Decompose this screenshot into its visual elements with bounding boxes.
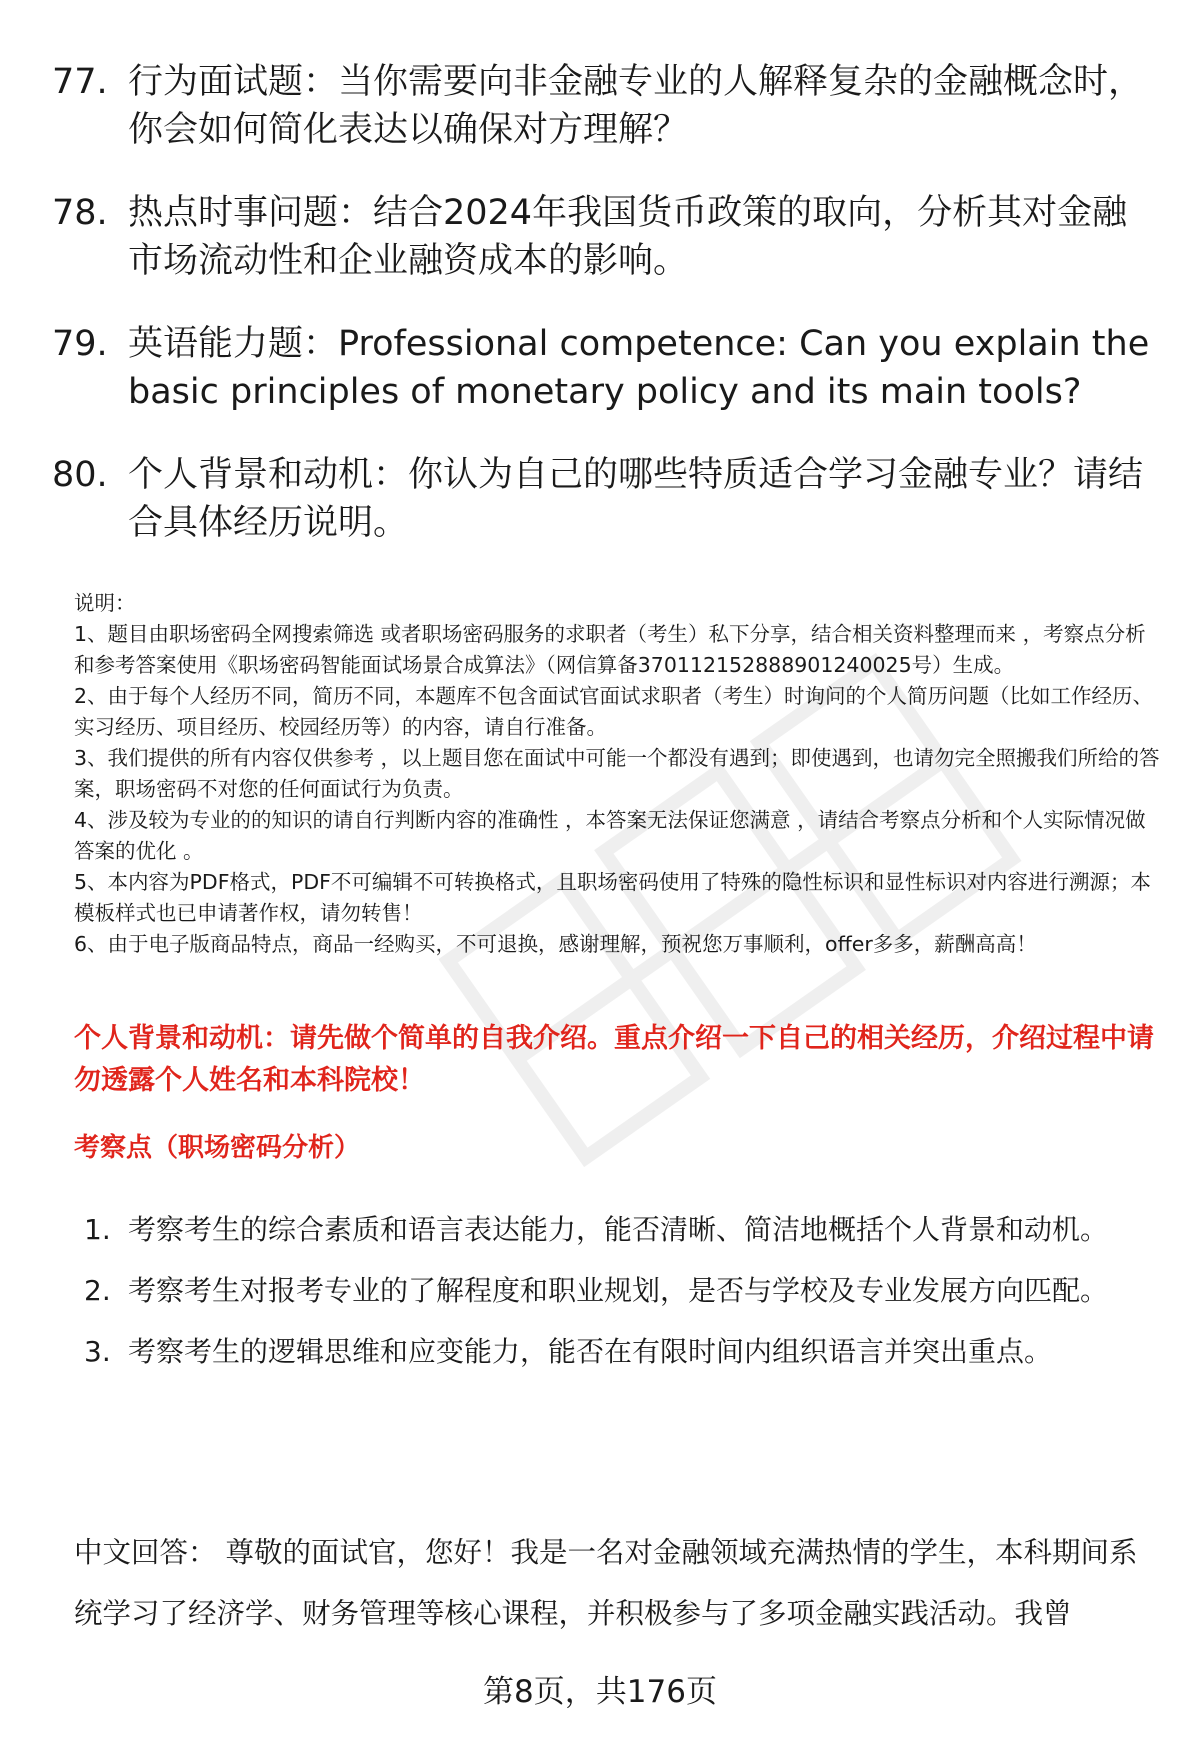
analysis-point xyxy=(84,1322,1154,1381)
question-text: 行为面试题：当你需要向非金融专业的人解释复杂的金融概念时，你会如何简化表达以确保对方理解？ xyxy=(128,62,1144,150)
question-text: 英语能力题：Professional competence: Can you explain the basic principles of monetary policy and its main tools? xyxy=(128,324,1150,412)
note-item: 3、我们提供的所有内容仅供参考 ，以上题目您在面试中可能一个都没有遇到；即使遇到，也请勿完全照搬我们所给的答案，职场密码不对您的任何面试行为负责。 xyxy=(74,746,1160,801)
question-number: 79. xyxy=(52,324,108,364)
answer-text: 中文回答： 尊敬的面试官，您好！我是一名对金融领域充满热情的学生，本科期间系统学习了经济学、财务管理等核心课程，并积极参与了多项金融实践活动。我曾 xyxy=(74,1536,1138,1630)
note-item: 1、题目由职场密码全网搜索筛选 或者职场密码服务的求职者（考生）私下分享，结合相关资料整理而来 ，考察点分析和参考答案使用《职场密码智能面试场景合成算法》（网信算备370112152888901240025号）生成。 xyxy=(74,622,1146,677)
question-item xyxy=(52,451,1152,547)
page-footer: 第8页，共176页 xyxy=(483,1674,717,1710)
question-text: 热点时事问题：结合2024年我国货币政策的取向，分析其对金融市场流动性和企业融资成本的影响。 xyxy=(128,193,1128,281)
point-number: 2. xyxy=(84,1274,111,1307)
note-item: 5、本内容为PDF格式，PDF不可编辑不可转换格式，且职场密码使用了特殊的隐性标识和显性标识对内容进行溯源；本模板样式也已申请著作权，请勿转售！ xyxy=(74,870,1151,925)
analysis-point xyxy=(84,1261,1154,1320)
notes-section xyxy=(74,588,1164,960)
analysis-points xyxy=(84,1200,1154,1383)
note-item: 4、涉及较为专业的的知识的请自行判断内容的准确性 ，本答案无法保证您满意 ，请结合考察点分析和个人实际情况做答案的优化 。 xyxy=(74,808,1146,863)
notes-heading: 说明： xyxy=(74,591,136,615)
point-number: 1. xyxy=(84,1213,111,1246)
point-text: 考察考生的逻辑思维和应变能力，能否在有限时间内组织语言并突出重点。 xyxy=(128,1335,1053,1368)
analysis-point xyxy=(84,1200,1154,1259)
question-item xyxy=(52,320,1152,416)
point-number: 3. xyxy=(84,1335,111,1368)
note-item: 6、由于电子版商品特点，商品一经购买，不可退换，感谢理解，预祝您万事顺利，offer多多，薪酬高高！ xyxy=(74,932,1037,956)
question-item xyxy=(52,58,1152,154)
question-text: 个人背景和动机：你认为自己的哪些特质适合学习金融专业？请结合具体经历说明。 xyxy=(128,455,1144,543)
question-item xyxy=(52,189,1152,285)
question-number: 77. xyxy=(52,62,108,102)
note-item: 2、由于每个人经历不同，简历不同，本题库不包含面试官面试求职者（考生）时询问的个人简历问题（比如工作经历、实习经历、项目经历、校园经历等）的内容，请自行准备。 xyxy=(74,684,1154,739)
current-question-title: 个人背景和动机：请先做个简单的自我介绍。重点介绍一下自己的相关经历，介绍过程中请勿透露个人姓名和本科院校！ xyxy=(74,1023,1154,1096)
point-text: 考察考生的综合素质和语言表达能力，能否清晰、简洁地概括个人背景和动机。 xyxy=(128,1213,1109,1246)
point-text: 考察考生对报考专业的了解程度和职业规划，是否与学校及专业发展方向匹配。 xyxy=(128,1274,1109,1307)
question-number: 78. xyxy=(52,193,108,233)
question-number: 80. xyxy=(52,455,108,495)
question-list xyxy=(52,58,1152,582)
analysis-title: 考察点（职场密码分析） xyxy=(74,1133,361,1163)
